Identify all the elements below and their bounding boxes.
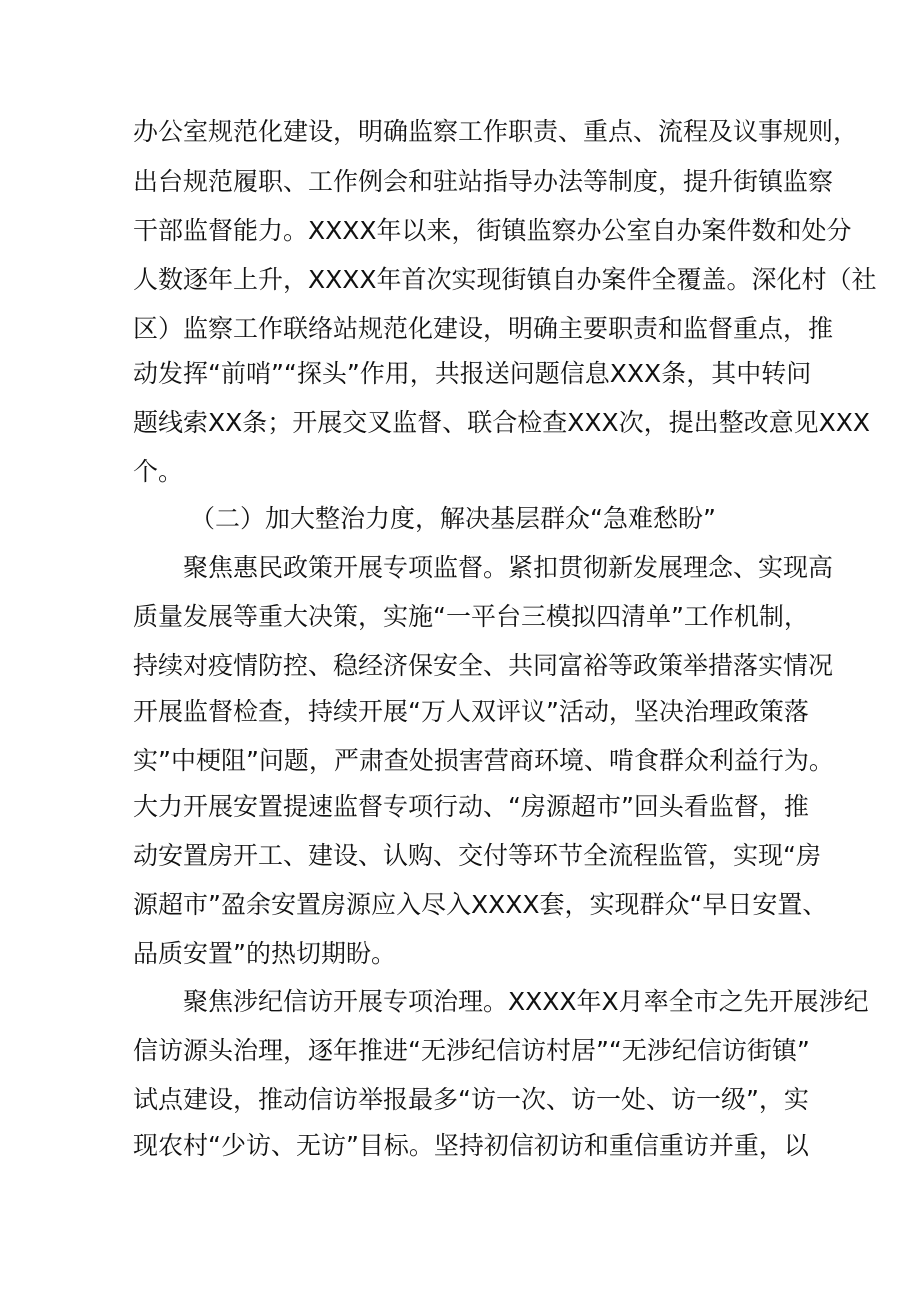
text-line: 试点建设，推动信访举报最多“访一次、访一处、访一级”，实 bbox=[133, 1085, 809, 1114]
text-line: 源超市”盈余安置房源应入尽入XXXX套，实现群众“早日安置、 bbox=[133, 890, 828, 919]
text-line: 现农村“少访、无访”目标。坚持初信初访和重信重访并重，以 bbox=[133, 1131, 809, 1160]
text-line: 实”中梗阻”问题，严肃查处损害营商环境、啃食群众利益行为。 bbox=[133, 746, 834, 775]
text-line: 聚焦涉纪信访开展专项治理。XXXX年X月率全市之先开展涉纪 bbox=[183, 987, 869, 1016]
text-line: 动安置房开工、建设、认购、交付等环节全流程监管，实现“房 bbox=[133, 841, 821, 870]
text-line: 人数逐年上升，XXXX年首次实现街镇自办案件全覆盖。深化村（社 bbox=[133, 265, 877, 294]
text-line: 干部监督能力。XXXX年以来，街镇监察办公室自办案件数和处分 bbox=[133, 216, 852, 245]
text-line: 个。 bbox=[133, 457, 184, 486]
text-line: 持续对疫情防控、稳经济保安全、共同富裕等政策举措落实情况 bbox=[133, 651, 834, 680]
text-line: 质量发展等重大决策，实施“一平台三模拟四清单”工作机制， bbox=[133, 602, 809, 631]
text-line: 开展监督检查，持续开展“万人双评议”活动，坚决治理政策落 bbox=[133, 697, 809, 726]
section-heading: （二）加大整治力度，解决基层群众“急难愁盼” bbox=[190, 504, 716, 533]
text-line: 题线索XX条；开展交叉监督、联合检查XXX次，提出整改意见XXX bbox=[133, 408, 871, 437]
text-line: 大力开展安置提速监督专项行动、“房源超市”回头看监督，推 bbox=[133, 792, 809, 821]
text-line: 办公室规范化建设，明确监察工作职责、重点、流程及议事规则， bbox=[133, 117, 859, 146]
text-line: 出台规范履职、工作例会和驻站指导办法等制度，提升街镇监察 bbox=[133, 167, 834, 196]
text-line: 动发挥“前哨”“探头”作用，共报送问题信息XXX条，其中转问 bbox=[133, 359, 812, 388]
text-line: 区）监察工作联络站规范化建设，明确主要职责和监督重点，推 bbox=[133, 314, 834, 343]
text-line: 信访源头治理，逐年推进“无涉纪信访村居”“无涉纪信访街镇” bbox=[133, 1036, 810, 1065]
text-line: 聚焦惠民政策开展专项监督。紧扣贯彻新发展理念、实现高 bbox=[183, 553, 834, 582]
text-line: 品质安置”的热切期盼。 bbox=[133, 939, 396, 968]
